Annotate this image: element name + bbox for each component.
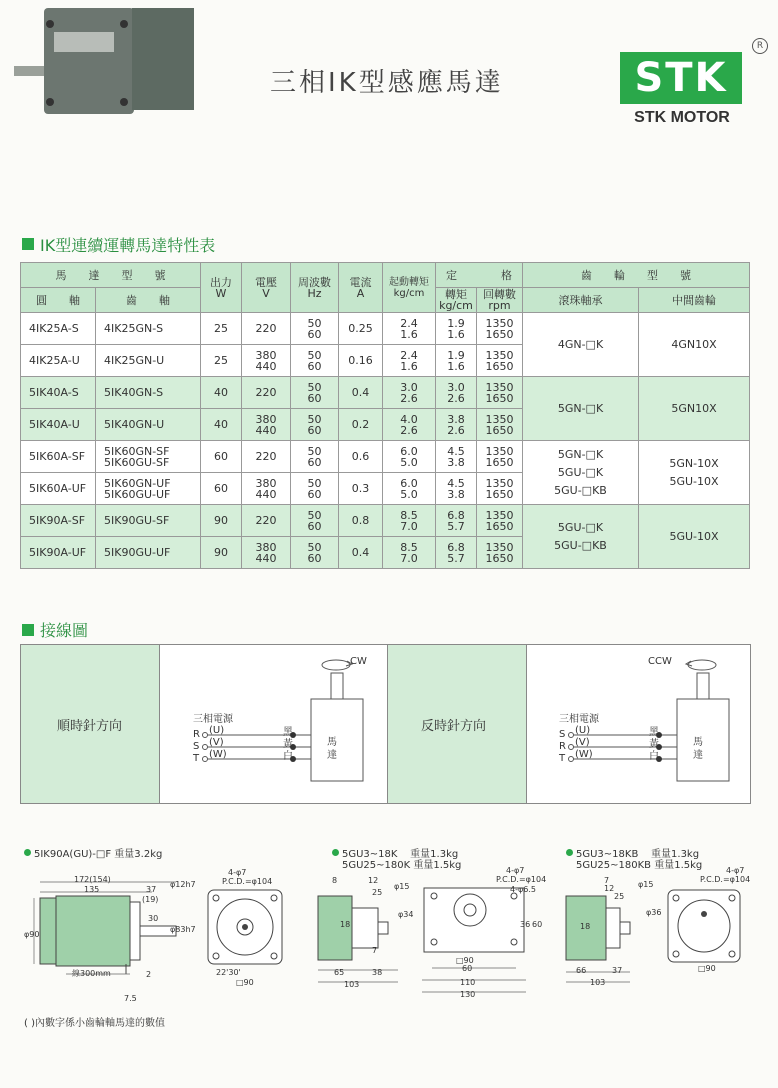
d2-face-b: P.C.D.=φ104 [496,875,547,884]
cell-output: 90 [201,537,242,569]
cell-rpm: 1350 1650 [477,473,523,505]
d2-face-i: 130 [460,990,476,999]
bullet [566,849,573,856]
ccw-term-1: S [559,729,566,740]
cw-term-2: S [193,741,200,752]
cw-rotation: CW [350,656,367,667]
d3-face-a: 4-φ7 [726,866,745,875]
cell-ball-bearing: 5GN-□K 5GU-□K 5GU-□KB [523,441,639,505]
d2-dim-e: 18 [340,920,351,929]
cell-start: 6.0 5.0 [383,441,436,473]
spec-section-title: IK型連續運轉馬達特性表 [40,236,216,255]
ccw-phase-2: (V) [575,737,590,748]
cell-round: 4IK25A-U [21,345,96,377]
d1-face-b: P.C.D.=φ104 [222,877,273,886]
col-freq: 周波數 Hz [291,263,339,313]
cell-gear: 5IK90GU-SF [96,505,201,537]
d1-dim-f: φ90 [24,930,40,939]
cw-phase-1: (U) [209,725,225,736]
cell-output: 25 [201,313,242,345]
table-row [21,313,750,345]
cell-round: 5IK90A-SF [21,505,96,537]
table-row [21,441,750,473]
cell-voltage: 220 [242,377,291,409]
d3-dim-g: 66 [576,966,587,975]
cell-torque: 6.8 5.7 [436,505,477,537]
cell-round: 5IK40A-S [21,377,96,409]
cw-motor-1: 馬 [327,737,337,748]
bullet [332,849,339,856]
cell-voltage: 220 [242,505,291,537]
col-voltage: 電壓 V [242,263,291,313]
col-round-shaft: 圓 軸 [21,288,96,313]
cell-output: 90 [201,505,242,537]
cell-start: 8.5 7.0 [383,537,436,569]
d3-dim-e: 18 [580,922,591,931]
d2-dim-b: 12 [368,876,379,885]
d3-dim-c: 25 [614,892,625,901]
drawing-2-side [312,878,422,988]
cell-rpm: 1350 1650 [477,345,523,377]
cell-freq: 50 60 [291,441,339,473]
cell-start: 4.0 2.6 [383,409,436,441]
drawing-1-face [206,888,286,980]
ccw-power: 三相電源 [559,714,599,725]
cell-voltage: 380 440 [242,409,291,441]
footnote: ( )內數字係小齒輪軸馬達的數值 [24,1018,165,1029]
cell-current: 0.16 [339,345,383,377]
cell-current: 0.8 [339,505,383,537]
cell-mid-gear: 5GN-10X 5GU-10X [639,441,750,505]
cell-output: 25 [201,345,242,377]
cell-output: 60 [201,473,242,505]
ccw-motor-2: 達 [693,750,703,761]
spec-table [20,262,750,569]
cw-power: 三相電源 [193,714,233,725]
cell-rpm: 1350 1650 [477,409,523,441]
cell-gear: 4IK25GN-S [96,313,201,345]
col-torque: 轉矩 kg/cm [436,288,477,313]
cell-gear: 5IK40GN-U [96,409,201,441]
col-rated: 定 格 [436,263,523,288]
d1-face-c: 22'30' [216,968,241,977]
cell-torque: 3.8 2.6 [436,409,477,441]
d2-dim-j: 103 [344,980,360,989]
cell-rpm: 1350 1650 [477,505,523,537]
cell-mid-gear: 5GN10X [639,377,750,441]
cell-rpm: 1350 1650 [477,441,523,473]
d3-dim-d: φ15 [638,880,654,889]
col-ball-bearing: 滾珠軸承 [523,288,639,313]
d2-dim-g: 7 [372,946,378,955]
d1-dim-j: φ12h7 [170,880,196,889]
cell-torque: 1.9 1.6 [436,345,477,377]
col-current: 電流 A [339,263,383,313]
d3-face-c: □90 [698,964,716,973]
drawing-3-title-2: 5GU25~180KB 重量1.5kg [576,860,703,871]
cell-output: 40 [201,377,242,409]
cw-wire-3: 白 [283,751,293,762]
cell-current: 0.6 [339,441,383,473]
cell-current: 0.4 [339,377,383,409]
d1-face-a: 4-φ7 [228,868,247,877]
cell-voltage: 220 [242,441,291,473]
cw-phase-2: (V) [209,737,224,748]
cell-round: 5IK60A-SF [21,441,96,473]
table-row [21,377,750,409]
cell-voltage: 380 440 [242,473,291,505]
d1-dim-e: 30 [148,914,159,923]
col-gear-shaft: 齒 軸 [96,288,201,313]
cell-output: 40 [201,409,242,441]
d2-face-f: □90 [456,956,474,965]
cell-round: 5IK90A-UF [21,537,96,569]
cell-current: 0.2 [339,409,383,441]
d1-dim-b: 135 [84,885,100,894]
d1-dim-h: 7.5 [124,994,137,1003]
cell-torque: 3.0 2.6 [436,377,477,409]
wiring-section-title: 接線圖 [40,621,89,640]
cell-rpm: 1350 1650 [477,313,523,345]
wiring-diagram [20,644,751,804]
d1-dim-k: φ83h7 [170,925,196,934]
cw-term-1: R [193,729,200,740]
d2-face-c: 4-φ6.5 [510,885,536,894]
cell-output: 60 [201,441,242,473]
d2-face-d: 36 [520,920,531,929]
ccw-rotation: CCW [648,656,672,667]
cw-wire-1: 黑 [283,727,293,738]
cell-round: 4IK25A-S [21,313,96,345]
bullet [24,849,31,856]
motor-photo [14,8,194,120]
d2-dim-c: 25 [372,888,383,897]
cell-freq: 50 60 [291,505,339,537]
section-marker [22,624,34,636]
cell-round: 5IK40A-U [21,409,96,441]
section-marker [22,238,34,250]
cell-freq: 50 60 [291,345,339,377]
d2-dim-h: 65 [334,968,345,977]
drawing-2-title-2: 5GU25~180K 重量1.5kg [342,860,462,871]
cell-torque: 4.5 3.8 [436,473,477,505]
d2-face-a: 4-φ7 [506,866,525,875]
cell-torque: 1.9 1.6 [436,313,477,345]
ccw-phase-3: (W) [575,749,593,760]
cell-ball-bearing: 4GN-□K [523,313,639,377]
d3-dim-i: 103 [590,978,606,987]
drawing-3-face [666,888,746,968]
cell-voltage: 380 440 [242,345,291,377]
cell-start: 6.0 5.0 [383,473,436,505]
cw-wire-2: 黃 [283,739,293,750]
ccw-term-2: R [559,741,566,752]
col-speed: 回轉數 rpm [477,288,523,313]
d1-dim-d: (19) [142,895,159,904]
cell-mid-gear: 4GN10X [639,313,750,377]
drawing-2-face [422,884,552,1004]
d3-dim-b: 12 [604,884,615,893]
d3-dim-a: 7 [604,876,610,885]
drawing-3-title-1: 5GU3~18KB 重量1.3kg [576,849,700,860]
col-gearbox: 齒 輪 型 號 [523,263,750,288]
cell-freq: 50 60 [291,473,339,505]
cell-freq: 50 60 [291,537,339,569]
ccw-wire-3: 白 [649,751,659,762]
d1-dim-c: 37 [146,885,157,894]
cell-freq: 50 60 [291,377,339,409]
drawing-1-side [26,876,206,1006]
d2-dim-f: φ34 [398,910,414,919]
ccw-phase-1: (U) [575,725,591,736]
d2-dim-a: 8 [332,876,338,885]
cw-term-3: T [193,753,200,764]
d3-face-b: P.C.D.=φ104 [700,875,751,884]
cw-label: 順時針方向 [57,719,123,734]
cell-freq: 50 60 [291,409,339,441]
cw-phase-3: (W) [209,749,227,760]
logo-subtitle: STK MOTOR [634,109,730,126]
cell-gear: 5IK40GN-S [96,377,201,409]
col-output: 出力 W [201,263,242,313]
cell-gear: 5IK60GN-SF 5IK60GU-SF [96,441,201,473]
cell-current: 0.4 [339,537,383,569]
cell-voltage: 380 440 [242,537,291,569]
d2-face-h: 110 [460,978,476,987]
divider [159,645,160,803]
cell-ball-bearing: 5GU-□K 5GU-□KB [523,505,639,569]
cell-current: 0.3 [339,473,383,505]
cell-freq: 50 60 [291,313,339,345]
cell-current: 0.25 [339,313,383,345]
d1-dim-i: 2 [146,970,152,979]
registered-mark: R [752,38,768,54]
d1-dim-a: 172(154) [74,875,111,884]
ccw-label: 反時針方向 [421,719,487,734]
cell-gear: 5IK60GN-UF 5IK60GU-UF [96,473,201,505]
table-row [21,505,750,537]
page-title: 三相IK型感應馬達 [270,68,504,98]
ccw-term-3: T [559,753,566,764]
ccw-wire-1: 黑 [649,727,659,738]
cw-motor-2: 達 [327,750,337,761]
cell-round: 5IK60A-UF [21,473,96,505]
drawing-2-title-1: 5GU3~18K 重量1.3kg [342,849,459,860]
cell-torque: 4.5 3.8 [436,441,477,473]
cell-mid-gear: 5GU-10X [639,505,750,569]
d2-face-e: 60 [532,920,543,929]
cell-start: 2.4 1.6 [383,345,436,377]
d2-dim-i: 38 [372,968,383,977]
cell-gear: 5IK90GU-UF [96,537,201,569]
drawing-1-title: 5IK90A(GU)-□F 重量3.2kg [34,849,163,860]
cell-gear: 4IK25GN-U [96,345,201,377]
d1-dim-g: 線300mm [72,969,111,978]
ccw-motor-1: 馬 [693,737,703,748]
d2-face-g: 60 [462,964,473,973]
d3-dim-h: 37 [612,966,623,975]
ccw-wire-2: 黃 [649,739,659,750]
cell-ball-bearing: 5GN-□K [523,377,639,441]
cell-rpm: 1350 1650 [477,377,523,409]
cell-torque: 6.8 5.7 [436,537,477,569]
cell-start: 8.5 7.0 [383,505,436,537]
col-start-torque: 起動轉矩 kg/cm [383,263,436,313]
logo-text: STK [634,55,728,101]
col-model: 馬 達 型 號 [21,263,201,288]
d1-face-d: □90 [236,978,254,987]
col-mid-gear: 中間齒輪 [639,288,750,313]
cell-rpm: 1350 1650 [477,537,523,569]
d2-dim-d: φ15 [394,882,410,891]
drawing-3-side [560,886,660,986]
cell-voltage: 220 [242,313,291,345]
d3-dim-f: φ36 [646,908,662,917]
cell-start: 2.4 1.6 [383,313,436,345]
cell-start: 3.0 2.6 [383,377,436,409]
